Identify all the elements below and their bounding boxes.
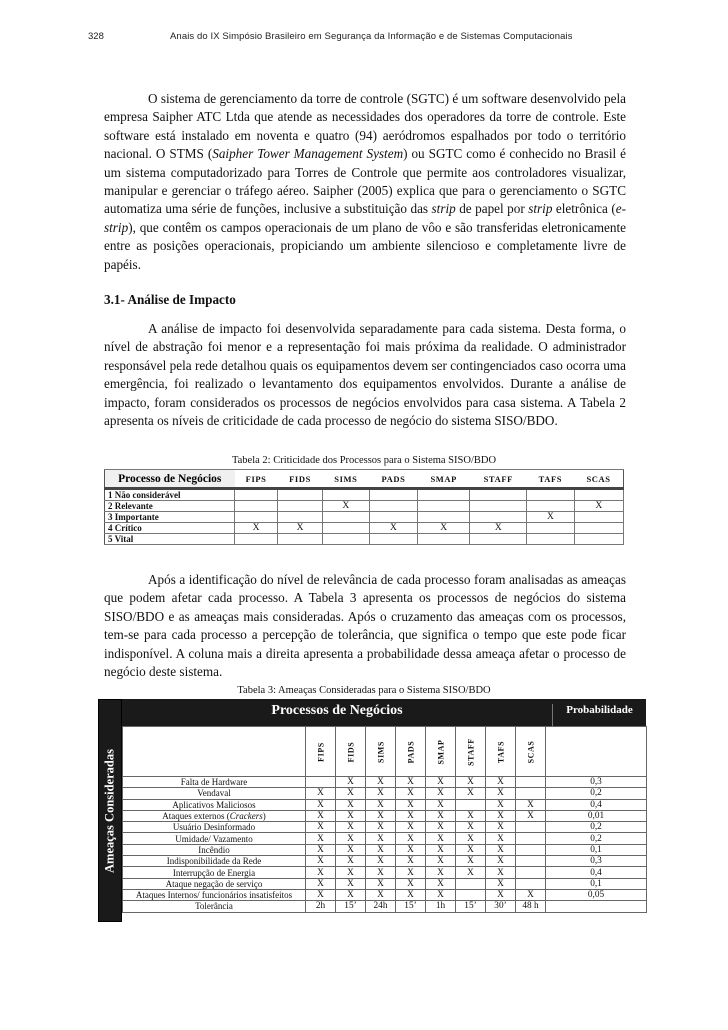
cell: X: [426, 777, 456, 788]
cell: X: [369, 523, 417, 534]
cell: X: [336, 844, 366, 855]
cell: X: [426, 889, 456, 900]
tolerance-value: 30’: [486, 901, 516, 912]
table-threats: [98, 699, 646, 922]
cell: X: [366, 799, 396, 810]
cell: X: [306, 856, 336, 867]
cell: X: [336, 867, 366, 878]
table-row: [123, 777, 647, 788]
cell: X: [456, 788, 486, 799]
cell: [418, 512, 470, 523]
table3-system-header: SIMS: [366, 727, 396, 777]
cell: X: [516, 810, 546, 821]
tolerance-row: [123, 901, 647, 912]
cell: X: [486, 810, 516, 821]
cell: X: [396, 844, 426, 855]
table3-system-header: SCAS: [516, 727, 546, 777]
cell: X: [426, 799, 456, 810]
cell: X: [306, 889, 336, 900]
cell: X: [396, 788, 426, 799]
cell: X: [336, 799, 366, 810]
cell: [418, 501, 470, 512]
cell: [470, 534, 527, 545]
cell: [516, 777, 546, 788]
table-row: [105, 523, 624, 534]
cell: X: [470, 523, 527, 534]
cell: X: [396, 889, 426, 900]
table2-process-header: Processo de Negócios: [105, 470, 235, 489]
cell: X: [456, 867, 486, 878]
threat-name: Usuário Desinformado: [123, 822, 306, 833]
cell: X: [456, 822, 486, 833]
tolerance-value: 24h: [366, 901, 396, 912]
cell: X: [366, 833, 396, 844]
cell: [456, 799, 486, 810]
page-number: 328: [88, 31, 104, 42]
cell: [470, 501, 527, 512]
table-row: [105, 489, 624, 501]
cell: [470, 512, 527, 523]
cell: [516, 878, 546, 889]
table2-system-header: STAFF: [470, 470, 527, 489]
probability-value: 0,4: [546, 867, 647, 878]
cell: [322, 512, 369, 523]
cell: X: [486, 833, 516, 844]
cell: X: [426, 867, 456, 878]
cell: X: [396, 867, 426, 878]
cell: [278, 501, 323, 512]
tolerance-value: 15’: [456, 901, 486, 912]
threat-name: Falta de Hardware: [123, 777, 306, 788]
cell: X: [426, 810, 456, 821]
cell: [574, 489, 623, 501]
cell: X: [486, 777, 516, 788]
cell: X: [486, 889, 516, 900]
cell: X: [396, 878, 426, 889]
cell: X: [336, 833, 366, 844]
cell: X: [336, 878, 366, 889]
criticality-level: 5 Vital: [105, 534, 235, 545]
cell: X: [322, 501, 369, 512]
cell: X: [306, 878, 336, 889]
tolerance-value: 2h: [306, 901, 336, 912]
table2-system-header: SCAS: [574, 470, 623, 489]
threat-name: Ataques externos (Crackers): [123, 810, 306, 821]
probability-value: 0,05: [546, 889, 647, 900]
table-row: [123, 889, 647, 900]
cell: [456, 889, 486, 900]
probability-value: 0,2: [546, 788, 647, 799]
probability-value: 0,1: [546, 878, 647, 889]
threat-name: Umidade/ Vazamento: [123, 833, 306, 844]
probability-value: 0,2: [546, 833, 647, 844]
threats-side-label: Ameaças Consideradas: [98, 699, 122, 922]
cell: [470, 489, 527, 501]
table2-header-row: [105, 470, 624, 489]
cell: X: [486, 844, 516, 855]
probability-value: 0,01: [546, 810, 647, 821]
cell: X: [456, 833, 486, 844]
probability-value: 0,2: [546, 822, 647, 833]
cell: X: [306, 810, 336, 821]
cell: [235, 534, 278, 545]
cell: [278, 534, 323, 545]
cell: [235, 501, 278, 512]
tolerance-value: 15’: [396, 901, 426, 912]
cell: X: [426, 833, 456, 844]
cell: X: [486, 788, 516, 799]
paragraph-sgtc: O sistema de gerenciamento da torre de controle (SGTC) é um software desenvolvido pela empresa Saipher ATC Ltda que atende as necessidades dos operadores da torre de controle. Este software está instalado em noventa e quatro (94) aeródromos espalhados por todo o território nacional. O STMS (Saipher Tower Management System) ou SGTC como é conhecido no Brasil é um sistema computadorizado para Torres de Controle que permite aos controladores visualizar, manipular e gerenciar o tráfego aéreo. Saipher (2005) explica que para o gerenciamento o SGTC automatiza uma série de funções, inclusive a substituição das strip de papel por strip eletrônica (e-strip), que contêm os campos operacionais de um plano de vôo e são transferidas eletronicamente entre as posições operacionais, propiciando um ambiente silencioso e completamente livre de papéis.: [104, 91, 626, 272]
table-row: [123, 856, 647, 867]
cell: X: [426, 844, 456, 855]
cell: X: [366, 878, 396, 889]
cell: X: [516, 889, 546, 900]
table3-header-row: [123, 727, 647, 777]
cell: [516, 833, 546, 844]
cell: X: [336, 788, 366, 799]
cell: X: [527, 512, 574, 523]
cell: X: [418, 523, 470, 534]
table-row: [123, 844, 647, 855]
cell: [235, 489, 278, 501]
table-row: [123, 878, 647, 889]
cell: X: [456, 856, 486, 867]
cell: X: [486, 867, 516, 878]
table-row: [105, 501, 624, 512]
cell: [322, 489, 369, 501]
probability-value: 0,3: [546, 856, 647, 867]
cell: [418, 489, 470, 501]
cell: [527, 489, 574, 501]
cell: X: [486, 856, 516, 867]
table2-system-header: FIPS: [235, 470, 278, 489]
cell: [527, 534, 574, 545]
cell: X: [306, 822, 336, 833]
cell: X: [426, 856, 456, 867]
threat-name: Aplicativos Maliciosos: [123, 799, 306, 810]
tolerance-value: 48 h: [516, 901, 546, 912]
cell: [516, 822, 546, 833]
corner-cell: [123, 727, 306, 777]
cell: [235, 512, 278, 523]
table-criticality: [104, 469, 624, 545]
criticality-level: 2 Relevante: [105, 501, 235, 512]
cell: [369, 489, 417, 501]
cell: [527, 523, 574, 534]
cell: X: [486, 878, 516, 889]
cell: [369, 512, 417, 523]
table3-system-header: TAFS: [486, 727, 516, 777]
criticality-level: 3 Importante: [105, 512, 235, 523]
cell: [527, 501, 574, 512]
cell: [369, 501, 417, 512]
cell: [306, 777, 336, 788]
table-row: [123, 810, 647, 821]
cell: X: [486, 822, 516, 833]
proceedings-title: Anais do IX Simpósio Brasileiro em Segurança da Informação e de Sistemas Computacionais: [170, 31, 573, 42]
paragraph-impact-analysis: A análise de impacto foi desenvolvida separadamente para cada sistema. Desta forma, o nível de abstração foi menor e a representação foi mais próxima da realidade. O administrador responsável pela rede detalhou quais os equipamentos devem ser contingenciados caso ocorra uma emergência, foi realizado o levantamento dos equipamentos envolvidos. Durante a análise de impacto, foram considerados os processos de negócios envolvidos para casa sistema. A Tabela 2 apresenta os níveis de criticidade de cada processo de negócio do sistema SISO/BDO.: [104, 321, 626, 429]
cell: X: [456, 777, 486, 788]
cell: X: [456, 844, 486, 855]
table2-system-header: TAFS: [527, 470, 574, 489]
table-row: [105, 512, 624, 523]
cell: X: [336, 822, 366, 833]
table2-system-header: SMAP: [418, 470, 470, 489]
table-row: [123, 788, 647, 799]
threat-name: Incêndio: [123, 844, 306, 855]
table-row: [123, 833, 647, 844]
paragraph-threats: Após a identificação do nível de relevância de cada processo foram analisadas as ameaças que podem afetar cada processo. A Tabela 3 apresenta os processos de negócios do sistema SISO/BDO e as ameaças mais consideradas. Após o cruzamento das ameaças com os processos, tem-se para cada processo a percepção de tolerância, que significa o tempo que este pode ficar indisponível. A coluna mais a direita apresenta a probabilidade dessa ameaça afetar o processo de negócio deste sistema.: [104, 572, 626, 680]
table3-system-header: SMAP: [426, 727, 456, 777]
table2-caption: Tabela 2: Criticidade dos Processos para o Sistema SISO/BDO: [231, 455, 497, 466]
cell: [516, 844, 546, 855]
cell: X: [366, 856, 396, 867]
threats-grid: [122, 726, 647, 913]
probability-label: Probabilidade: [552, 704, 646, 726]
cell: X: [235, 523, 278, 534]
cell: X: [426, 822, 456, 833]
cell: [456, 878, 486, 889]
probability-header-cell: [546, 727, 647, 777]
cell: X: [396, 810, 426, 821]
threat-name: Vendaval: [123, 788, 306, 799]
cell: X: [396, 777, 426, 788]
processes-label: Processos de Negócios: [271, 703, 403, 718]
probability-value: 0,4: [546, 799, 647, 810]
cell: X: [426, 788, 456, 799]
cell: X: [336, 889, 366, 900]
cell: X: [336, 810, 366, 821]
threat-name: Interrupção de Energia: [123, 867, 306, 878]
cell: [516, 788, 546, 799]
probability-value: 0,3: [546, 777, 647, 788]
cell: X: [396, 856, 426, 867]
table3-system-header: FIDS: [336, 727, 366, 777]
cell: X: [456, 810, 486, 821]
cell: [516, 867, 546, 878]
section-heading: 3.1- Análise de Impacto: [104, 292, 236, 307]
criticality-level: 1 Não considerável: [105, 489, 235, 501]
cell: [278, 512, 323, 523]
table2-system-header: PADS: [369, 470, 417, 489]
cell: [322, 523, 369, 534]
cell: X: [574, 501, 623, 512]
cell: X: [366, 867, 396, 878]
cell: X: [396, 833, 426, 844]
cell: X: [396, 799, 426, 810]
cell: [369, 534, 417, 545]
cell: [322, 534, 369, 545]
cell: X: [486, 799, 516, 810]
threat-name: Ataque negação de serviço: [123, 878, 306, 889]
cell: [574, 523, 623, 534]
cell: X: [306, 867, 336, 878]
table3-system-header: STAFF: [456, 727, 486, 777]
cell: [418, 534, 470, 545]
tolerance-value: 15’: [336, 901, 366, 912]
table-row: [105, 534, 624, 545]
cell: X: [366, 844, 396, 855]
cell: X: [336, 777, 366, 788]
cell: [516, 856, 546, 867]
cell: X: [278, 523, 323, 534]
threat-name: Indisponibilidade da Rede: [123, 856, 306, 867]
tolerance-value: 1h: [426, 901, 456, 912]
cell: X: [306, 799, 336, 810]
tolerance-label: Tolerância: [123, 901, 306, 912]
cell: X: [366, 777, 396, 788]
table-row: [123, 867, 647, 878]
cell: X: [306, 833, 336, 844]
table3-system-header: PADS: [396, 727, 426, 777]
table2-system-header: SIMS: [322, 470, 369, 489]
cell: X: [366, 822, 396, 833]
cell: X: [516, 799, 546, 810]
table-row: [123, 799, 647, 810]
processes-top-header: [122, 699, 646, 726]
probability-value: [546, 901, 647, 912]
cell: X: [366, 788, 396, 799]
probability-value: 0,1: [546, 844, 647, 855]
table-row: [123, 822, 647, 833]
cell: [574, 534, 623, 545]
cell: X: [366, 810, 396, 821]
table3-caption: Tabela 3: Ameaças Consideradas para o Sistema SISO/BDO: [237, 685, 491, 696]
running-header: [88, 31, 648, 47]
cell: X: [426, 878, 456, 889]
cell: X: [306, 844, 336, 855]
criticality-level: 4 Crítico: [105, 523, 235, 534]
cell: [574, 512, 623, 523]
cell: [278, 489, 323, 501]
table3-system-header: FIPS: [306, 727, 336, 777]
cell: X: [396, 822, 426, 833]
table2-system-header: FIDS: [278, 470, 323, 489]
threat-name: Ataques Internos/ funcionários insatisfeitos: [123, 889, 306, 900]
cell: X: [366, 889, 396, 900]
cell: X: [306, 788, 336, 799]
cell: X: [336, 856, 366, 867]
